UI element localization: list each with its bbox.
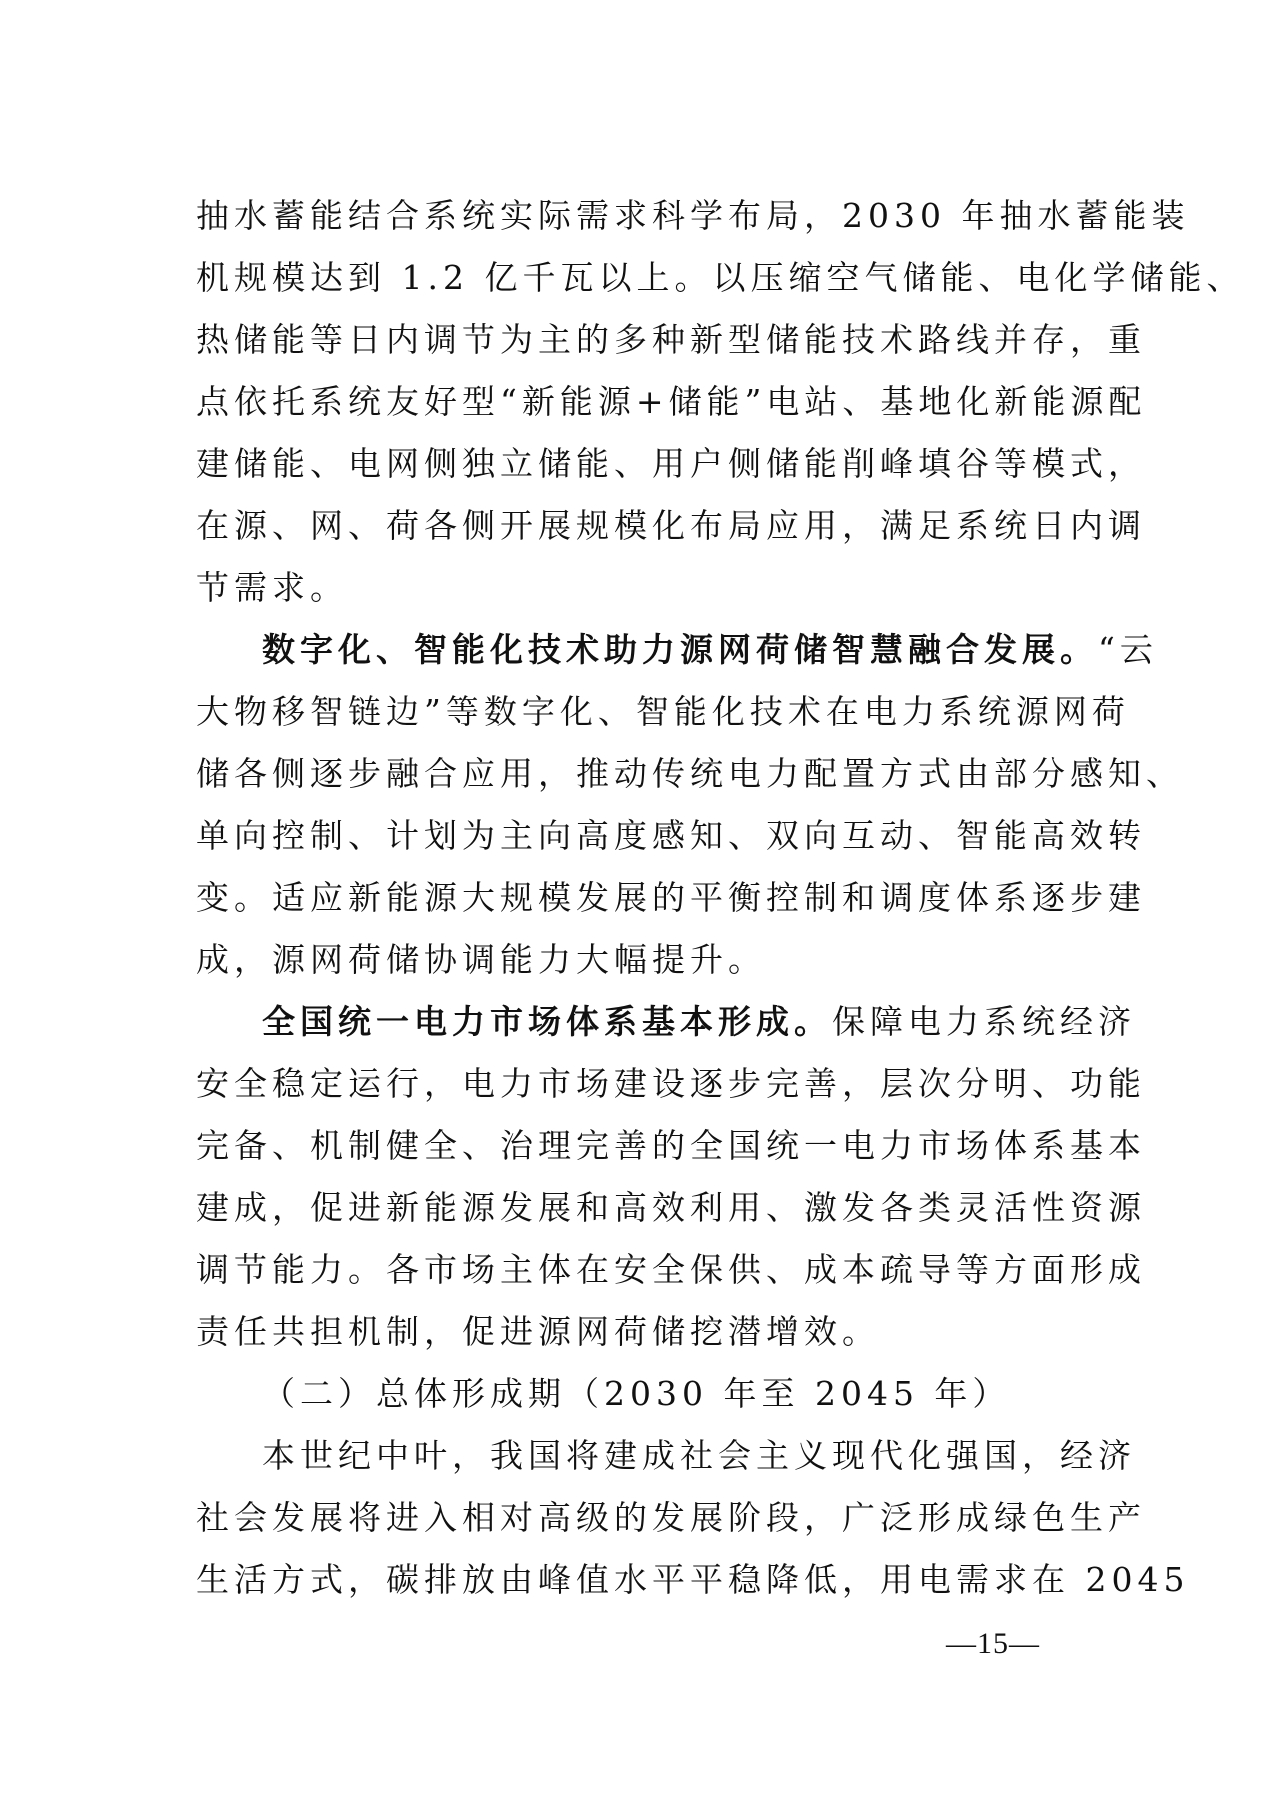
page-number: —15— bbox=[946, 1627, 1040, 1660]
text-line: 成，源网荷储协调能力大幅提升。 bbox=[196, 940, 766, 979]
paragraph-text: 保障电力系统经济 bbox=[832, 1002, 1136, 1041]
paragraph-power-market bbox=[196, 991, 1146, 1363]
text-line: 生活方式，碳排放由峰值水平平稳降低，用电需求在 2045 bbox=[196, 1560, 1190, 1599]
paragraph-energy-storage bbox=[196, 185, 1245, 619]
paragraph-heading: 全国统一电力市场体系基本形成。 bbox=[262, 1002, 832, 1041]
text-line: 安全稳定运行，电力市场建设逐步完善，层次分明、功能 bbox=[196, 1064, 1146, 1103]
text-line: 调节能力。各市场主体在安全保供、成本疏导等方面形成 bbox=[196, 1250, 1146, 1289]
paragraph-overall-formation bbox=[196, 1425, 1190, 1611]
paragraph-digital-intelligence bbox=[196, 619, 1184, 991]
text-line: 节需求。 bbox=[196, 568, 348, 607]
section-heading: （二）总体形成期（2030 年至 2045 年） bbox=[262, 1374, 1011, 1413]
text-line: 单向控制、计划为主向高度感知、双向互动、智能高效转 bbox=[196, 816, 1146, 855]
document-body bbox=[196, 185, 1245, 1611]
text-line bbox=[196, 619, 1158, 681]
text-line: 点依托系统友好型“新能源+储能”电站、基地化新能源配 bbox=[196, 382, 1147, 421]
text-line: 建成，促进新能源发展和高效利用、激发各类灵活性资源 bbox=[196, 1188, 1146, 1227]
text-line: 在源、网、荷各侧开展规模化布局应用，满足系统日内调 bbox=[196, 506, 1146, 545]
text-line: 储各侧逐步融合应用，推动传统电力配置方式由部分感知、 bbox=[196, 754, 1184, 793]
text-line: 大物移智链边”等数字化、智能化技术在电力系统源网荷 bbox=[196, 692, 1130, 731]
paragraph-heading: 数字化、智能化技术助力源网荷储智慧融合发展。 bbox=[262, 630, 1098, 669]
text-line bbox=[196, 991, 1136, 1053]
text-line: 抽水蓄能结合系统实际需求科学布局，2030 年抽水蓄能装 bbox=[196, 196, 1190, 235]
text-line: 建储能、电网侧独立储能、用户侧储能削峰填谷等模式， bbox=[196, 444, 1146, 483]
text-line: 变。适应新能源大规模发展的平衡控制和调度体系逐步建 bbox=[196, 878, 1146, 917]
text-line: 热储能等日内调节为主的多种新型储能技术路线并存，重 bbox=[196, 320, 1146, 359]
text-line: 完备、机制健全、治理完善的全国统一电力市场体系基本 bbox=[196, 1126, 1146, 1165]
text-line: 本世纪中叶，我国将建成社会主义现代化强国，经济 bbox=[262, 1436, 1136, 1475]
paragraph-text: “云 bbox=[1098, 630, 1158, 669]
text-line: 社会发展将进入相对高级的发展阶段，广泛形成绿色生产 bbox=[196, 1498, 1146, 1537]
text-line: 机规模达到 1.2 亿千瓦以上。以压缩空气储能、电化学储能、 bbox=[196, 258, 1245, 297]
text-line: 责任共担机制，促进源网荷储挖潜增效。 bbox=[196, 1312, 880, 1351]
